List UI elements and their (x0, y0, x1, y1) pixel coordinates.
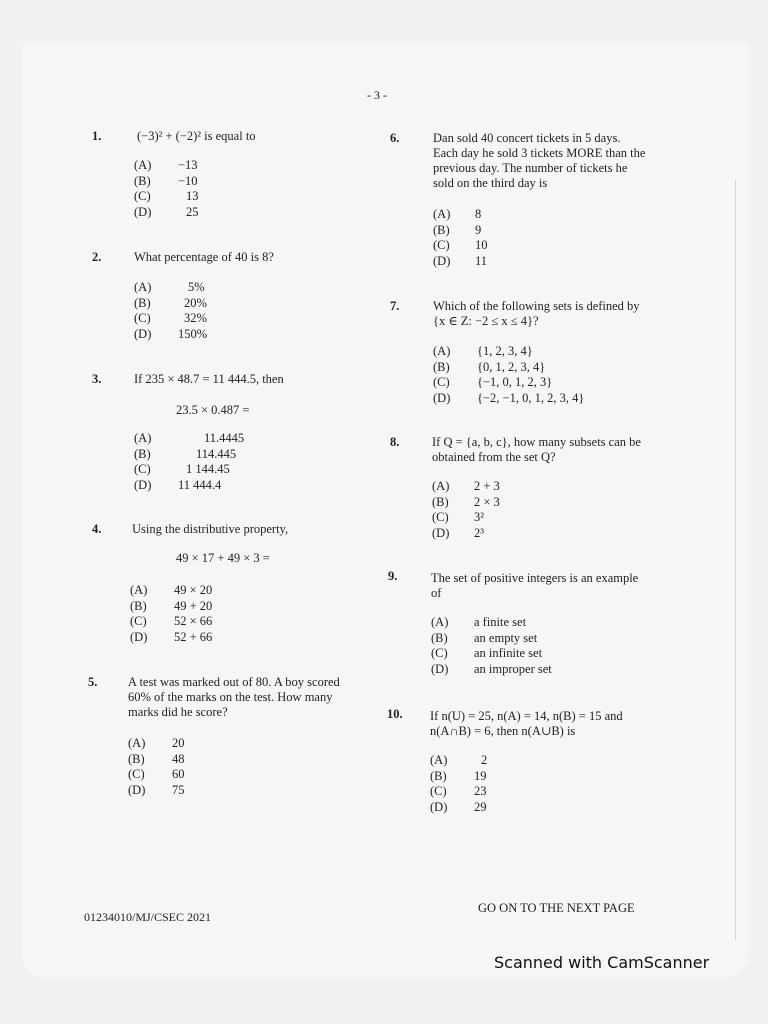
option: (C) 32% (134, 311, 207, 325)
question-text: (−3)² + (−2)² is equal to (137, 129, 256, 143)
question-number: 7. (390, 299, 400, 313)
option: (D) 11 (433, 253, 488, 268)
question-number: 6. (390, 131, 400, 145)
question-number: 10. (387, 707, 403, 721)
option: (C) 10 (433, 238, 488, 252)
option: (B) 19 (430, 768, 487, 783)
option: (A) 49 × 20 (130, 583, 213, 597)
question-text: A test was marked out of 80. A boy scored 60% of the marks on the test. How many marks did he score? (128, 675, 340, 719)
option: (C) 13 (134, 189, 199, 203)
question-number: 8. (390, 435, 400, 449)
option: (C) 52 × 66 (130, 614, 213, 628)
question-text: Which of the following sets is defined by {x ∈ Z: −2 ≤ x ≤ 4}? (433, 299, 640, 328)
option: (A) 8 (433, 207, 482, 221)
question-number: 5. (88, 675, 98, 689)
exam-code: 01234010/MJ/CSEC 2021 (84, 910, 212, 924)
question-number: 1. (92, 129, 102, 143)
option: (B) {0, 1, 2, 3, 4} (433, 359, 546, 374)
scanner-watermark: Scanned with CamScanner (494, 953, 710, 972)
option: (B) 49 + 20 (130, 598, 213, 613)
option: (A) {1, 2, 3, 4} (433, 344, 533, 358)
option: (D) 25 (134, 204, 199, 219)
option: (B) −10 (134, 173, 198, 188)
option: (C) 3² (432, 510, 484, 524)
question-text: Using the distributive property, (132, 522, 289, 536)
option: (D) an improper set (431, 661, 552, 676)
option: (B) 114.445 (134, 446, 237, 461)
options-list (432, 479, 500, 541)
go-on-notice: GO ON TO THE NEXT PAGE (478, 901, 635, 915)
options-list (433, 207, 488, 269)
option: (D) 2³ (432, 525, 484, 540)
question-number: 3. (92, 372, 102, 386)
option: (D) 75 (128, 782, 185, 797)
options-list (430, 753, 487, 815)
option: (A) 2 (430, 753, 488, 767)
option: (D) {−2, −1, 0, 1, 2, 3, 4} (433, 390, 585, 405)
question-text: The set of positive integers is an example of (431, 571, 639, 600)
option: (A) 5% (134, 280, 205, 294)
question-text: What percentage of 40 is 8? (134, 250, 274, 264)
question-text: If Q = {a, b, c}, how many subsets can be obtained from the set Q? (432, 435, 641, 464)
question-text: If 235 × 48.7 = 11 444.5, then (134, 372, 284, 386)
page-edge-line (735, 180, 736, 940)
option: (D) 150% (134, 326, 208, 341)
option: (D) 52 + 66 (130, 629, 213, 644)
option: (C) 23 (430, 784, 487, 798)
option: (A) 20 (128, 736, 185, 750)
options-list (431, 615, 552, 677)
option: (B) an empty set (431, 630, 538, 645)
options-list (130, 583, 212, 645)
page-number: - 3 - (367, 88, 387, 102)
option: (D) 11 444.4 (134, 477, 222, 492)
option: (B) 9 (433, 222, 482, 237)
option: (C) 60 (128, 767, 185, 781)
option: (A) 11.4445 (134, 431, 245, 445)
question-expression: 23.5 × 0.487 = (176, 403, 250, 417)
options-list (134, 280, 207, 342)
option: (C) {−1, 0, 1, 2, 3} (433, 375, 553, 389)
option: (B) 2 × 3 (432, 494, 500, 509)
options-list (128, 736, 185, 798)
option: (C) an infinite set (431, 646, 543, 660)
option: (A) 2 + 3 (432, 479, 500, 493)
option: (B) 20% (134, 295, 207, 310)
question-number: 2. (92, 250, 102, 264)
question-text: Dan sold 40 concert tickets in 5 days. Each day he sold 3 tickets MORE than the previous day. The number of tickets he sold on the third day is (433, 131, 646, 190)
question-number: 4. (92, 522, 102, 536)
options-list (433, 344, 584, 406)
question-text: If n(U) = 25, n(A) = 14, n(B) = 15 and n(A∩B) = 6, then n(A∪B) is (430, 709, 623, 738)
option: (A) a finite set (431, 615, 527, 629)
question-number: 9. (388, 569, 398, 583)
option: (B) 48 (128, 751, 185, 766)
options-list (134, 158, 199, 220)
options-list (134, 431, 244, 493)
option: (C) 1 144.45 (134, 462, 230, 476)
question-expression: 49 × 17 + 49 × 3 = (176, 551, 270, 565)
option: (D) 29 (430, 799, 487, 814)
option: (A) −13 (134, 158, 198, 172)
